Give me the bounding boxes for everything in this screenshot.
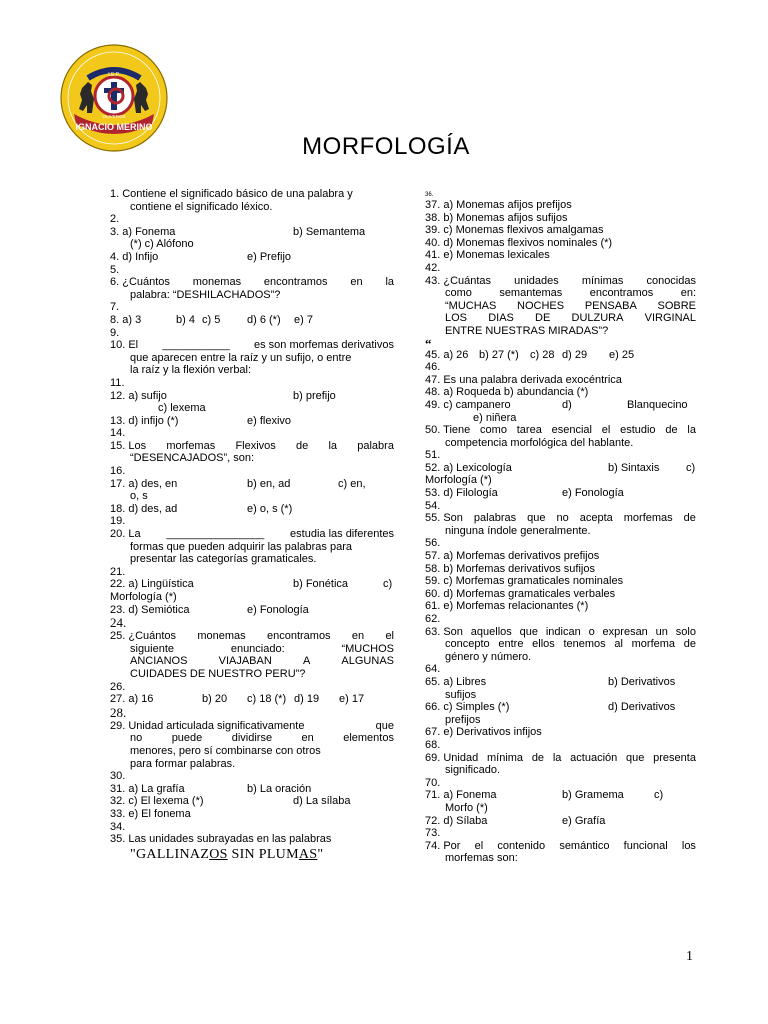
word: Flexivos — [235, 439, 276, 452]
word: morfemas — [623, 512, 673, 525]
option-12 — [110, 390, 394, 403]
word: en: — [680, 287, 696, 300]
word: semántico — [559, 839, 610, 852]
option-a: 17. a) des, en — [110, 477, 178, 490]
question-29-cont — [110, 732, 394, 745]
word: de — [296, 439, 309, 452]
word: de — [665, 424, 678, 437]
word: expresan — [602, 625, 648, 638]
question-74 — [425, 840, 696, 853]
word: DIAS — [488, 312, 514, 325]
option-33: 33. e) El fonema — [110, 807, 191, 820]
option-65 — [425, 676, 696, 689]
word: como — [480, 424, 507, 437]
line-2: 2. — [110, 213, 120, 226]
option-39: 39. c) Monemas flexivos amalgamas — [425, 224, 604, 237]
line-44: “ — [425, 335, 432, 351]
word: morfemas — [166, 439, 216, 452]
line-68: 68. — [425, 738, 441, 751]
word: funcional — [623, 839, 668, 852]
word: dividirse — [231, 732, 273, 745]
question-29-cont3: para formar palabras. — [130, 757, 236, 770]
options-27 — [110, 693, 394, 706]
option-b: b) en, ad — [247, 477, 291, 490]
word: 6. ¿Cuántos — [110, 276, 170, 289]
question-63-cont2: género y número. — [445, 650, 532, 663]
option-d: d) La sílaba — [293, 795, 351, 808]
question-50 — [425, 424, 696, 437]
quote-part: "GALLINAZ — [130, 846, 210, 862]
option-d: d) Derivativos — [608, 701, 676, 714]
line-28: 28. — [110, 704, 127, 720]
option-61: 61. e) Morfemas relacionantes (*) — [425, 600, 589, 613]
underlined-part: AS — [298, 846, 318, 862]
option-c: c) 5 — [202, 313, 221, 326]
line-42: 42. — [425, 261, 441, 274]
question-10 — [110, 339, 394, 352]
option-53 — [425, 487, 696, 500]
option-b: b) prefijo — [293, 389, 336, 402]
option-23 — [110, 604, 394, 617]
word: es son morfemas derivativos — [254, 339, 394, 352]
blank: ________________ — [166, 528, 265, 541]
word: 29. Unidad articulada significativamente — [110, 719, 305, 732]
option-b: b) Sintaxis — [608, 461, 660, 474]
word: siguiente — [130, 642, 175, 655]
line-56: 56. — [425, 537, 441, 550]
word: en — [350, 276, 363, 289]
logo-top-text: I.E.P. — [108, 72, 120, 78]
word: que — [626, 751, 645, 764]
question-6-cont: palabra: “DESHILACHADOS”? — [130, 288, 281, 301]
line-70: 70. — [425, 776, 441, 789]
word: SOBRE — [657, 299, 696, 312]
option-48: 48. a) Roqueda b) abundancia (*) — [425, 386, 589, 399]
word: encontramos — [589, 287, 654, 300]
word: no — [130, 732, 143, 745]
word: monemas — [192, 276, 242, 289]
question-69 — [425, 752, 696, 765]
question-74-cont: morfemas son: — [445, 852, 518, 865]
word: la — [328, 439, 338, 452]
option-38: 38. b) Monemas afijos sufijos — [425, 211, 568, 224]
word: 10. El — [110, 339, 139, 352]
question-43-cont2 — [425, 300, 696, 313]
word: 20. La — [110, 528, 141, 541]
question-43-cont4: ENTRE NUESTRAS MIRADAS”? — [445, 324, 609, 337]
word: estudia las diferentes — [290, 528, 394, 541]
line-54: 54. — [425, 499, 441, 512]
option-22 — [110, 578, 394, 591]
question-25-cont2 — [110, 655, 394, 668]
option-66 — [425, 701, 696, 714]
word: que — [519, 625, 538, 638]
word: actuación — [570, 751, 618, 764]
word: enunciado: — [230, 642, 285, 655]
option-49 — [425, 399, 696, 412]
option-b: b) 20 — [202, 693, 228, 706]
question-43-cont3 — [425, 312, 696, 325]
question-47: 47. Es una palabra derivada exocéntrica — [425, 373, 622, 386]
word: esencial — [551, 424, 592, 437]
word: encontramos — [266, 630, 331, 643]
logo-seal-text: OLIVEROS — [102, 114, 126, 119]
word: presenta — [653, 751, 696, 764]
word: PENSABA — [584, 299, 637, 312]
option-41: 41. e) Monemas lexicales — [425, 249, 550, 262]
option-12-cont: c) lexema — [158, 402, 206, 415]
word: al — [614, 638, 623, 651]
line-7: 7. — [110, 301, 120, 314]
option-d: 53. d) Filología — [425, 487, 498, 500]
question-25 — [110, 630, 394, 643]
option-40: 40. d) Monemas flexivos nominales (*) — [425, 236, 613, 249]
word: 55. Son — [425, 512, 463, 525]
option-b: b) 4 — [176, 313, 195, 326]
option-c: c) — [686, 461, 696, 474]
line-62: 62. — [425, 613, 441, 625]
option-a: 27. a) 16 — [110, 693, 154, 706]
word: o — [588, 625, 595, 638]
question-25-cont3: CUIDADES DE NUESTRO PERU”? — [130, 667, 306, 680]
word: NOCHES — [517, 299, 565, 312]
word: 15. Los — [110, 439, 147, 452]
option-e: e) Fonología — [562, 487, 624, 500]
options-45 — [425, 349, 696, 362]
word: la — [687, 424, 696, 437]
line-19: 19. — [110, 515, 126, 528]
quote-part: SIN PLUM — [227, 846, 299, 862]
blank: ___________ — [162, 339, 230, 352]
option-e: e) 25 — [609, 348, 635, 361]
option-d: 4. d) Infijo — [110, 250, 159, 263]
option-52 — [425, 462, 696, 475]
option-b: b) Gramema — [562, 789, 624, 802]
option-d: d) 19 — [294, 693, 320, 706]
option-d-text: Blanquecino — [627, 398, 688, 411]
option-a: 3. a) Fonema — [110, 225, 176, 238]
question-55 — [425, 512, 696, 525]
word: LOS — [445, 312, 468, 325]
line-11: 11. — [110, 376, 125, 389]
line-73: 73. — [425, 827, 441, 840]
word: que — [375, 719, 394, 732]
word: los — [681, 839, 696, 852]
word: de — [683, 512, 696, 525]
option-d: d) 6 (*) — [247, 313, 281, 326]
question-35: 35. Las unidades subrayadas en las palabras — [110, 833, 332, 846]
word: tarea — [516, 424, 542, 437]
line-34: 34. — [110, 820, 126, 833]
option-c: c) — [383, 578, 393, 591]
word: el — [601, 424, 611, 437]
underlined-part: OS — [209, 846, 228, 862]
option-a: 65. a) Libres — [425, 675, 487, 688]
option-e: e) flexivo — [247, 414, 292, 427]
option-71-cont: Morfo (*) — [445, 801, 488, 814]
word: contenido — [497, 839, 546, 852]
word: la — [385, 276, 394, 289]
word: palabras — [473, 512, 517, 525]
option-d: 18. d) des, ad — [110, 502, 178, 515]
word: DE — [535, 312, 551, 325]
option-3 — [110, 226, 394, 239]
option-17-cont: o, s — [130, 490, 148, 503]
option-e: e) o, s (*) — [247, 502, 293, 515]
option-18 — [110, 503, 394, 516]
option-72 — [425, 815, 696, 828]
options-8 — [110, 314, 394, 327]
word: concepto — [445, 638, 490, 651]
option-13 — [110, 415, 394, 428]
word: morfema — [631, 638, 676, 651]
question-20-cont: formas que pueden adquirir las palabras para — [130, 540, 352, 553]
word: de — [531, 751, 545, 764]
question-29-cont2: menores, pero sí combinarse con otros — [130, 744, 321, 757]
option-d: 72. d) Sílaba — [425, 814, 488, 827]
question-10-cont2: la raíz y la flexión verbal: — [130, 364, 252, 377]
option-57: 57. a) Morfemas derivativos prefijos — [425, 550, 600, 563]
option-b: b) Derivativos — [608, 675, 676, 688]
question-69-cont: significado. — [445, 764, 501, 777]
option-a: 71. a) Fonema — [425, 789, 497, 802]
word: aquellos — [470, 625, 512, 638]
line-64: 64. — [425, 663, 441, 676]
option-e: e) Fonología — [247, 603, 309, 616]
option-71 — [425, 789, 696, 802]
word: en — [301, 732, 314, 745]
question-63-cont — [425, 638, 696, 651]
word: en — [351, 630, 365, 643]
question-43 — [425, 275, 696, 288]
question-29 — [110, 720, 394, 733]
word: VIAJABAN — [218, 655, 272, 668]
word: ALGUNAS — [341, 655, 394, 668]
word: mínimas — [581, 274, 624, 287]
word: VIRGINAL — [644, 312, 696, 325]
option-e: e) 17 — [339, 693, 365, 706]
question-20-cont2: presentar las categorías gramaticales. — [130, 553, 317, 566]
option-65-cont: sufijos — [445, 688, 477, 701]
question-35-quote — [110, 846, 394, 864]
option-17 — [110, 478, 394, 491]
word: 74. Por — [425, 839, 461, 852]
line-30: 30. — [110, 770, 126, 783]
question-63 — [425, 626, 696, 639]
word: entre — [498, 638, 524, 651]
line-16: 16. — [110, 465, 126, 478]
option-a: 22. a) Lingüística — [110, 578, 194, 591]
page-number: 1 — [686, 949, 693, 964]
quote-part: " — [317, 846, 324, 862]
option-52-cont: Morfología (*) — [425, 474, 492, 487]
question-1-cont: contiene el significado léxico. — [130, 200, 273, 213]
option-c: c) 18 (*) — [247, 693, 287, 706]
word: puede — [171, 732, 203, 745]
option-d: 13. d) infijo (*) — [110, 414, 179, 427]
word: indican — [545, 625, 581, 638]
word: estudio — [620, 424, 656, 437]
logo-text: IGNACIO MERINO — [75, 122, 153, 132]
question-20 — [110, 528, 394, 541]
left-column — [110, 188, 394, 864]
line-26: 26. — [110, 680, 126, 693]
word: 63. Son — [425, 625, 463, 638]
option-59: 59. c) Morfemas gramaticales nominales — [425, 575, 624, 588]
option-60: 60. d) Morfemas gramaticales verbales — [425, 587, 616, 600]
line-14: 14. — [110, 427, 126, 440]
option-c: c) 28 — [530, 348, 555, 361]
line-21: 21. — [110, 565, 126, 578]
option-d: 23. d) Semiótica — [110, 603, 190, 616]
line-5: 5. — [110, 263, 120, 276]
word: 50. Tiene — [425, 424, 471, 437]
line-51: 51. — [425, 449, 441, 462]
question-10-cont: que aparecen entre la raíz y un sufijo, o entre — [130, 351, 352, 364]
word: de — [683, 638, 696, 651]
page-title: MORFOLOGÍA — [302, 133, 470, 160]
right-column — [425, 192, 696, 865]
word: encontramos — [263, 276, 328, 289]
word: la — [552, 751, 562, 764]
question-25-cont — [110, 643, 394, 656]
option-22-cont: Morfología (*) — [110, 591, 177, 603]
line-9: 9. — [110, 326, 120, 339]
option-a: 52. a) Lexicología — [425, 461, 512, 474]
line-36: 36. — [425, 192, 434, 198]
line-24: 24. — [110, 615, 127, 631]
word: que — [527, 512, 546, 525]
word: ellos — [532, 638, 555, 651]
option-e: e) Prefijo — [247, 250, 292, 263]
option-e: e) 7 — [294, 313, 313, 326]
option-a: 12. a) sufijo — [110, 389, 167, 402]
question-43-cont — [425, 287, 696, 300]
word: no — [556, 512, 569, 525]
question-50-cont: competencia morfológica del hablante. — [445, 436, 634, 449]
word: acepta — [579, 512, 613, 525]
word: como — [445, 287, 472, 300]
option-67: 67. e) Derivativos infijos — [425, 726, 542, 739]
option-b: b) Semantema — [293, 225, 366, 238]
option-c: 32. c) El lexema (*) — [110, 795, 204, 808]
option-32 — [110, 795, 394, 808]
word: elementos — [343, 732, 394, 745]
question-55-cont: ninguna índole generalmente. — [445, 524, 591, 537]
question-15 — [110, 440, 394, 453]
option-b: b) La oración — [247, 782, 312, 795]
word: DULZURA — [571, 312, 624, 325]
option-a: 31. a) La grafía — [110, 782, 185, 795]
word: el — [385, 630, 394, 643]
option-49-cont: e) niñera — [473, 411, 517, 424]
option-66-cont: prefijos — [445, 713, 481, 726]
word: 69. Unidad — [425, 751, 479, 764]
option-b: b) Fonética — [293, 578, 349, 591]
option-c: c) en, — [338, 477, 366, 490]
word: ANCIANOS — [130, 655, 188, 668]
word: el — [474, 839, 484, 852]
word: 43. ¿Cuántas — [425, 274, 492, 287]
word: unidades — [514, 274, 559, 287]
word: “MUCHOS — [341, 642, 394, 655]
option-c: c) — [654, 789, 664, 802]
word: solo — [675, 625, 696, 638]
word: semantemas — [499, 287, 563, 300]
question-1: 1. Contiene el significado básico de una palabra y — [110, 188, 353, 200]
word: A — [302, 655, 311, 668]
option-d: d) 29 — [562, 348, 588, 361]
word: “MUCHAS — [445, 299, 497, 312]
question-15-cont: “DESENCAJADOS”, son: — [130, 452, 255, 465]
option-c: 66. c) Simples (*) — [425, 701, 510, 714]
word: conocidas — [646, 274, 696, 287]
option-3-cont: (*) c) Alófono — [130, 238, 194, 251]
word: mínima — [486, 751, 524, 764]
option-37: 37. a) Monemas afijos prefijos — [425, 199, 572, 211]
word: 25. ¿Cuántos — [110, 630, 177, 643]
option-58: 58. b) Morfemas derivativos sufijos — [425, 562, 595, 575]
option-a: 8. a) 3 — [110, 313, 142, 326]
word: palabra — [357, 439, 394, 452]
option-b: b) 27 (*) — [479, 348, 519, 361]
word: tenemos — [563, 638, 606, 651]
option-d: d) — [562, 398, 572, 411]
option-c: 49. c) campanero — [425, 398, 511, 411]
question-6 — [110, 276, 394, 289]
option-31 — [110, 783, 394, 796]
option-a: 45. a) 26 — [425, 348, 469, 361]
line-46: 46. — [425, 361, 441, 374]
word: monemas — [197, 630, 246, 643]
word: un — [655, 625, 668, 638]
option-4 — [110, 251, 394, 264]
option-e: e) Grafía — [562, 814, 606, 827]
